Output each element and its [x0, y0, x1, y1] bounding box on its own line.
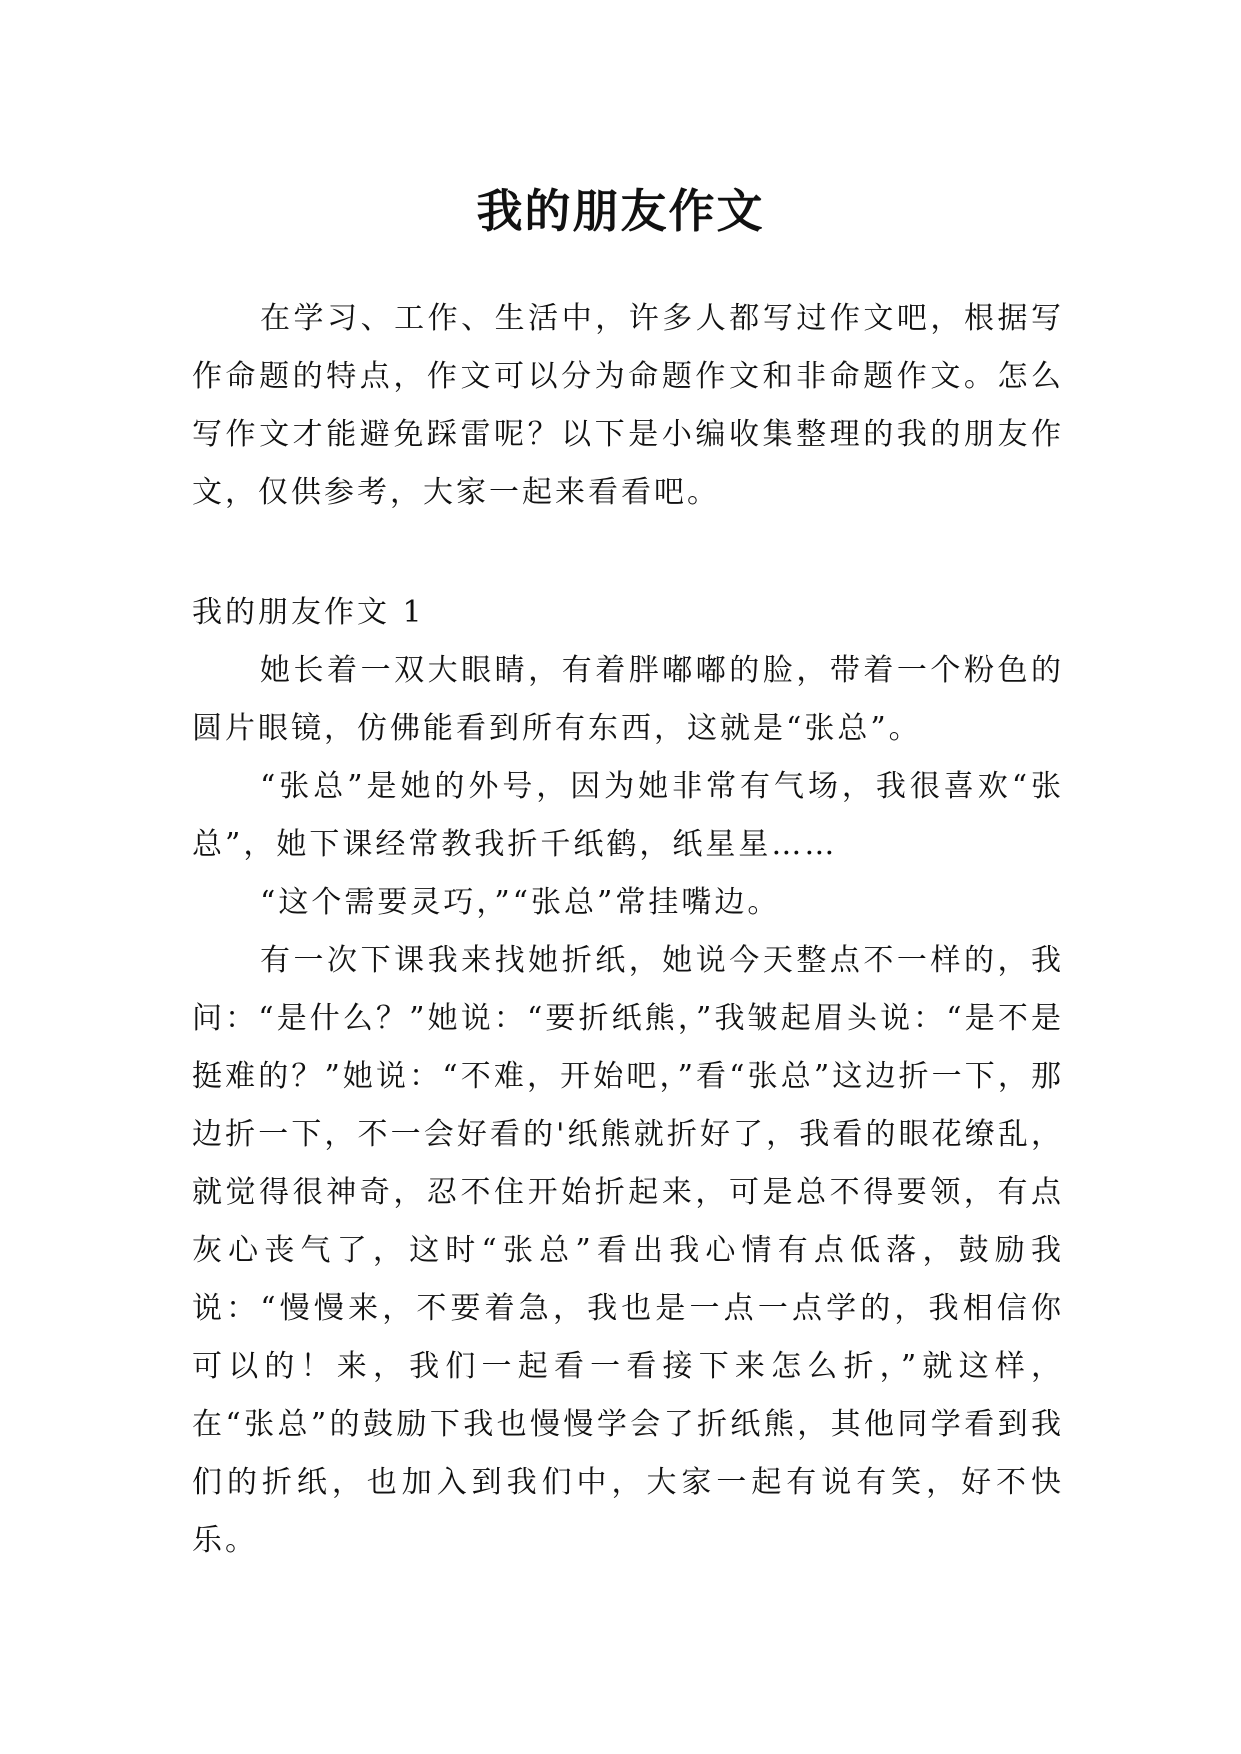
intro-paragraph: 在学习、工作、生活中，许多人都写过作文吧，根据写作命题的特点，作文可以分为命题作文和非命题作文。怎么写作文才能避免踩雷呢？以下是小编收集整理的我的朋友作文，仅供参考，大家一起来看看吧。: [192, 301, 1064, 510]
paragraph: “这个需要灵巧，”“张总”常挂嘴边。: [260, 885, 781, 920]
document-title: 我的朋友作文: [476, 183, 765, 238]
paragraph: 有一次下课我来找她折纸，她说今天整点不一样的，我问：“是什么？”她说：“要折纸熊，”我皱起眉头说：“是不是挺难的？”她说：“不难，开始吧，”看“张总”这边折一下，那边折一下，不一会好看的'纸熊就折好了，我看的眼花缭乱，就觉得很神奇，忍不住开始折起来，可是总不得要领，有点灰心丧气了，这时“张总”看出我心情有点低落，鼓励我说：“慢慢来，不要着急，我也是一点一点学的，我相信你可以的！来，我们一起看一看接下来怎么折，”就这样，在“张总”的鼓励下我也慢慢学会了折纸熊，其他同学看到我们的折纸，也加入到我们中，大家一起有说有笑，好不快乐。: [192, 943, 1064, 1558]
section-heading: 我的朋友作文 1: [192, 595, 425, 630]
paragraph: “张总”是她的外号，因为她非常有气场，我很喜欢“张总”，她下课经常教我折千纸鹤，纸星星……: [192, 769, 1064, 862]
paragraph: 她长着一双大眼睛，有着胖嘟嘟的脸，带着一个粉色的圆片眼镜，仿佛能看到所有东西，这就是“张总”。: [192, 653, 1064, 746]
document-body: [192, 290, 1064, 1570]
section-gap: [192, 522, 1064, 584]
